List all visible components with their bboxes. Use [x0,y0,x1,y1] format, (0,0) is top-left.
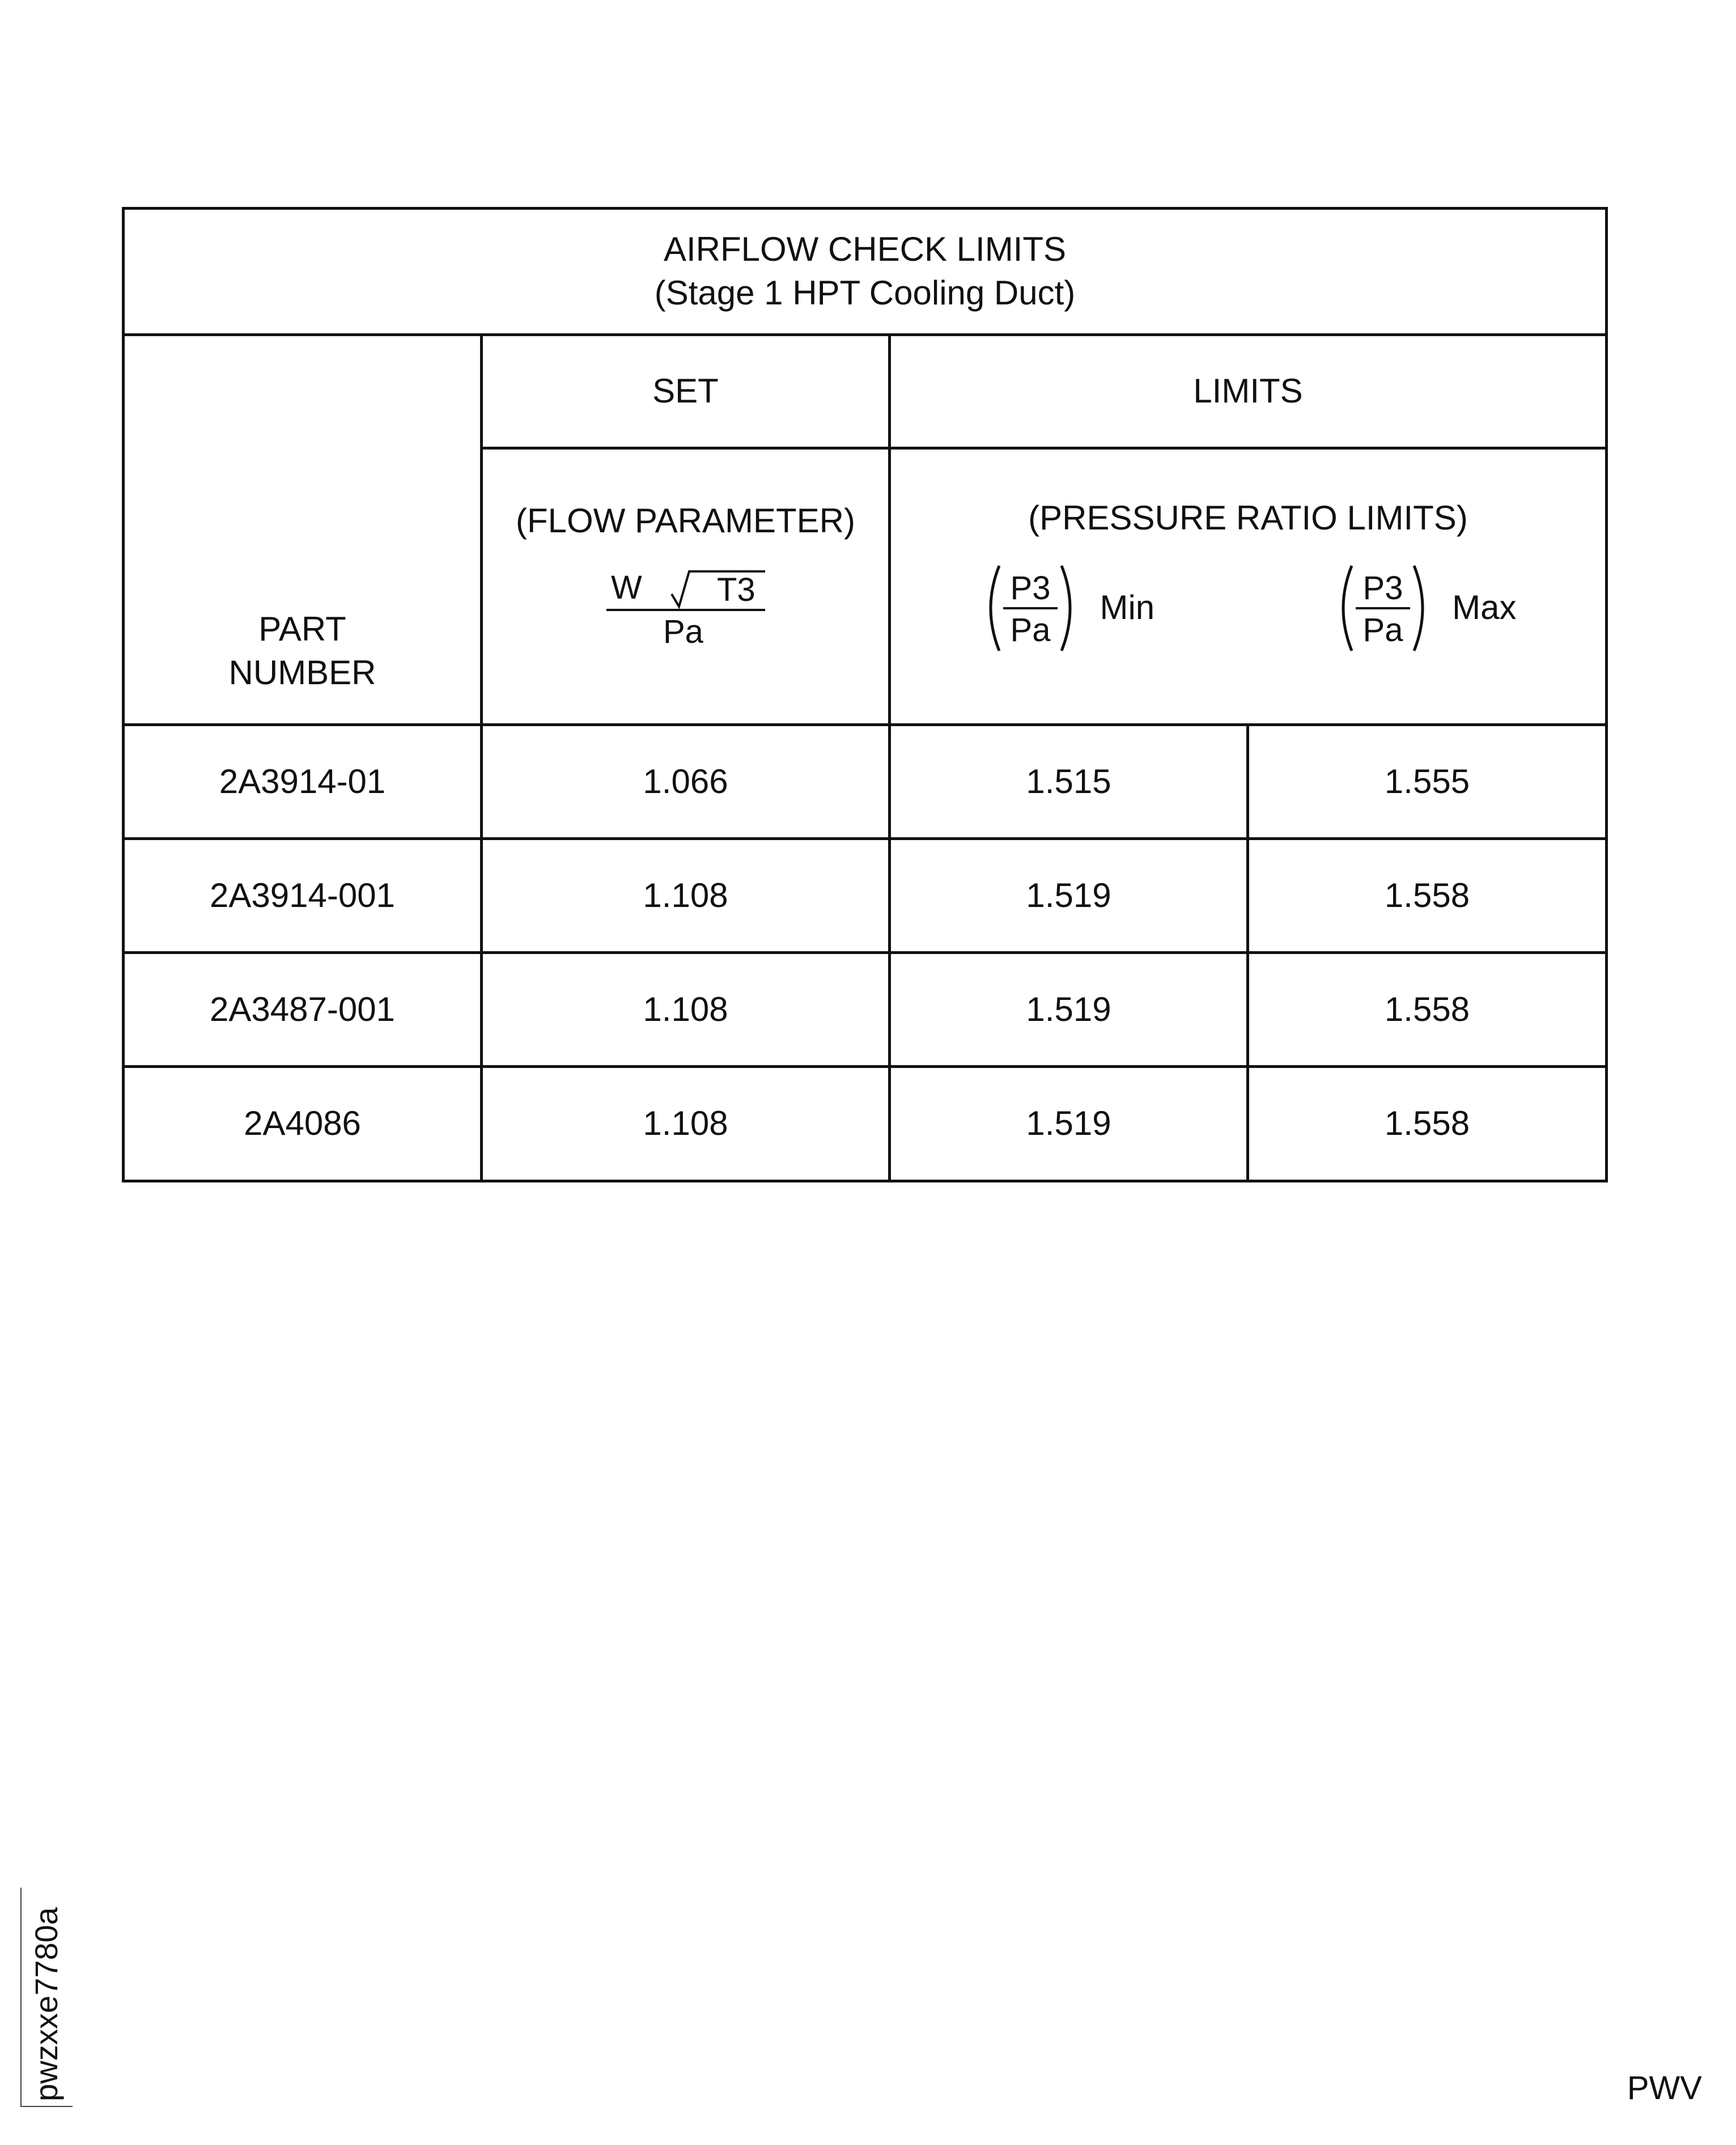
set-header [482,335,890,448]
ratio-min-label: Min [1100,588,1155,627]
ratio-min-header [979,563,1154,654]
set-header-label: SET [652,372,719,410]
ratio-min-cell: 1.519 [890,953,1248,1067]
ratio-max-cell: 1.558 [1248,1067,1607,1181]
left-paren-icon [1343,566,1352,651]
flow-parameter-cell: 1.108 [482,839,890,953]
part-number-cell: 2A4086 [124,1067,482,1181]
flow-parameter-formula [601,566,771,651]
figure-code-box [20,1888,73,2107]
left-paren-icon [991,566,999,651]
footer-mark: PWV [1627,2070,1702,2106]
ratio-min-pa: Pa [1011,611,1051,648]
flow-parameter-cell: 1.066 [482,725,890,839]
part-number-cell: 2A3914-001 [124,839,482,953]
right-paren-icon [1414,566,1423,651]
pressure-ratio-header [890,448,1607,725]
flow-parameter-cell: 1.108 [482,953,890,1067]
part-number-cell: 2A3914-01 [124,725,482,839]
flow-parameter-header [482,448,890,725]
ratio-max-header [1332,563,1516,654]
part-number-header-line2: NUMBER [228,654,376,692]
table-title-cell [124,209,1607,335]
limits-header [890,335,1607,448]
ratio-max-p3: P3 [1363,569,1403,607]
formula-t3: T3 [716,571,755,608]
ratio-max-label: Max [1452,588,1517,627]
flow-parameter-cell: 1.108 [482,1067,890,1181]
ratio-min-formula [979,563,1081,654]
table-row [124,1067,1607,1181]
ratio-max-formula [1332,563,1434,654]
ratio-min-cell: 1.515 [890,725,1248,839]
ratio-max-cell: 1.555 [1248,725,1607,839]
table-row [124,953,1607,1067]
formula-pa: Pa [663,613,703,650]
ratio-min-cell: 1.519 [890,839,1248,953]
table-title: AIRFLOW CHECK LIMITS [663,230,1067,269]
part-number-header [124,335,482,725]
ratio-max-cell: 1.558 [1248,839,1607,953]
right-paren-icon [1062,566,1070,651]
ratio-max-pa: Pa [1363,611,1403,648]
formula-w: W [610,569,642,606]
ratio-min-p3: P3 [1011,569,1051,607]
ratio-min-cell: 1.519 [890,1067,1248,1181]
figure-code: pwzxxe7780a [28,1907,64,2101]
pressure-ratio-label: (PRESSURE RATIO LIMITS) [1028,499,1468,537]
flow-parameter-label: (FLOW PARAMETER) [516,502,855,540]
table-row [124,725,1607,839]
limits-header-label: LIMITS [1193,372,1303,410]
part-number-cell: 2A3487-001 [124,953,482,1067]
ratio-max-cell: 1.558 [1248,953,1607,1067]
table-subtitle: (Stage 1 HPT Cooling Duct) [654,274,1076,312]
table-row [124,839,1607,953]
airflow-check-limits-table [122,207,1608,1182]
part-number-header-line1: PART [258,610,346,648]
